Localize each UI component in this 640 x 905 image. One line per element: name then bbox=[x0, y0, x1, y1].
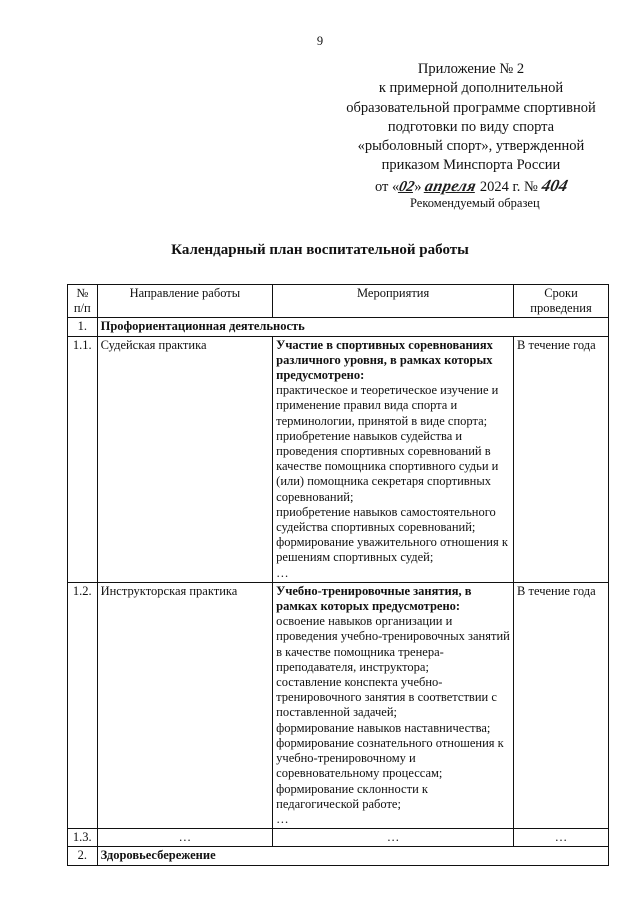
event-heading: Учебно-тренировочные занятия, в рамках которых предусмотрено: bbox=[276, 583, 472, 614]
event-item: приобретение навыков судейства и проведения спортивных соревнований в качестве помощника спортивного судьи и (или) помощника секретаря спортивных соревнований; bbox=[276, 428, 499, 504]
row-direction: … bbox=[97, 829, 273, 847]
row-events bbox=[273, 829, 514, 847]
document-title: Календарный план воспитательной работы bbox=[171, 242, 469, 258]
appendix-line: «рыболовный спорт», утвержденной bbox=[357, 138, 585, 155]
event-item: приобретение навыков самостоятельного судейства спортивных соревнований; bbox=[276, 504, 496, 535]
event-item: формирование сознательного отношения к учебно-тренировочному и соревновательному процессам; bbox=[276, 735, 504, 781]
row-period: … bbox=[514, 829, 609, 847]
event-item: формирование уважительного отношения к решениям спортивных судей; bbox=[276, 535, 508, 565]
event-item: составление конспекта учебно-тренировочного занятия в соответствии с поставленной задачей; bbox=[276, 675, 497, 720]
row-period: В течение года bbox=[514, 582, 609, 828]
event-item: освоение навыков организации и проведения учебно-тренировочных занятий в качестве помощника тренера-преподавателя, инструктора; bbox=[276, 614, 510, 674]
header-direction: Направление работы bbox=[97, 285, 273, 318]
table-row bbox=[68, 582, 609, 828]
appendix-line: образовательной программе спортивной bbox=[346, 99, 596, 116]
plan-table bbox=[67, 284, 609, 866]
date-prefix: от « bbox=[375, 178, 400, 195]
row-number: 1.3. bbox=[68, 829, 98, 847]
event-item: … bbox=[386, 830, 400, 845]
appendix-line: Приложение № 2 bbox=[417, 61, 525, 77]
order-date-line bbox=[332, 176, 610, 197]
row-events bbox=[273, 336, 514, 582]
date-year: 2024 г. № bbox=[479, 178, 538, 195]
row-period: В течение года bbox=[514, 336, 609, 582]
event-item: практическое и теоретическое изучение и применение правил вида спорта и терминологии, принятой в виде спорта; bbox=[276, 383, 499, 428]
page-number: 9 bbox=[316, 34, 324, 48]
row-number: 1.1. bbox=[68, 336, 98, 582]
event-item: … bbox=[276, 811, 289, 826]
event-heading: Участие в спортивных соревнованиях различного уровня, в рамках которых предусмотрено: bbox=[276, 337, 493, 383]
event-item: … bbox=[276, 565, 289, 580]
handwritten-order-number: 404 bbox=[539, 175, 570, 195]
section-number: 1. bbox=[68, 318, 98, 336]
row-direction: Инструкторская практика bbox=[97, 582, 273, 828]
header-number: № п/п bbox=[68, 285, 98, 318]
appendix-line: подготовки по виду спорта bbox=[387, 118, 555, 135]
date-mid: » bbox=[414, 178, 422, 195]
table-row bbox=[68, 829, 609, 847]
section-row bbox=[68, 847, 609, 865]
section-number: 2. bbox=[68, 847, 98, 865]
event-item: формирование склонности к педагогической работе; bbox=[276, 781, 428, 811]
header-events: Мероприятия bbox=[273, 285, 514, 318]
section-title: Профориентационная деятельность bbox=[97, 318, 608, 336]
handwritten-month: апреля bbox=[423, 177, 479, 195]
event-item: формирование навыков наставничества; bbox=[276, 720, 491, 735]
row-number: 1.2. bbox=[68, 582, 98, 828]
table-header-row bbox=[68, 285, 609, 318]
appendix-line: к примерной дополнительной bbox=[378, 80, 564, 97]
row-direction: Судейская практика bbox=[97, 336, 273, 582]
sample-label: Рекомендуемый образец bbox=[410, 196, 540, 210]
table-row bbox=[68, 336, 609, 582]
header-period: Сроки проведения bbox=[514, 285, 609, 318]
handwritten-day: 02 bbox=[397, 178, 417, 195]
section-row bbox=[68, 318, 609, 336]
appendix-line: приказом Минспорта России bbox=[381, 157, 561, 174]
row-events bbox=[273, 582, 514, 828]
section-title: Здоровьесбережение bbox=[97, 847, 608, 865]
appendix-block bbox=[332, 60, 610, 197]
